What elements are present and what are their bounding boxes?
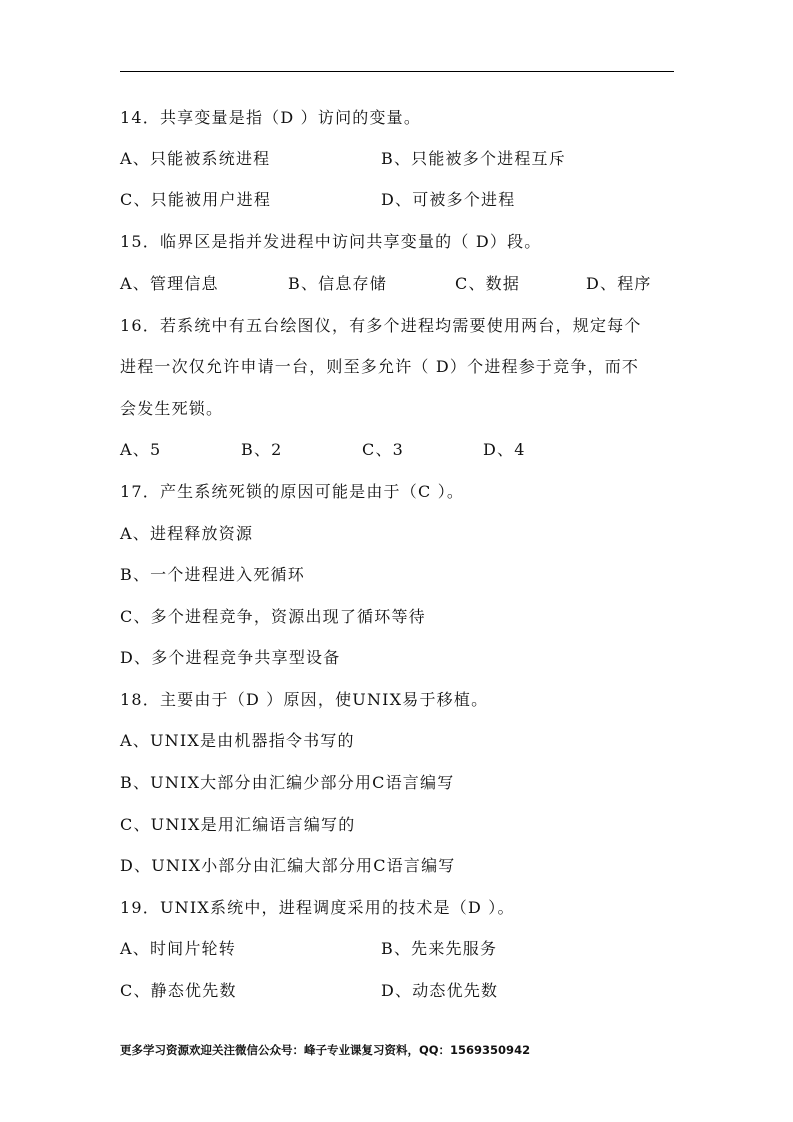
q18-option-a: A、UNIX是由机器指令书写的 — [120, 731, 355, 750]
header-rule — [120, 71, 674, 72]
q15-option-d: D、程序 — [586, 274, 652, 293]
q17-option-a: A、进程释放资源 — [120, 524, 254, 543]
q15-option-a: A、管理信息 — [120, 274, 219, 293]
q17-option-b: B、一个进程进入死循环 — [120, 565, 305, 584]
q17-option-d: D、多个进程竞争共享型设备 — [120, 648, 341, 667]
q14-option-b: B、只能被多个进程互斥 — [381, 149, 566, 168]
q16-option-c: C、3 — [362, 440, 405, 459]
question-14-stem: 14．共享变量是指（D ）访问的变量。 — [120, 108, 422, 127]
footer-note: 更多学习资源欢迎关注微信公众号：峰子专业课复习资料，QQ：1569350942 — [120, 1043, 531, 1057]
q19-option-b: B、先来先服务 — [381, 939, 498, 958]
question-16-stem-line3: 会发生死锁。 — [120, 399, 224, 418]
question-15-stem: 15．临界区是指并发进程中访问共享变量的（ D）段。 — [120, 232, 542, 251]
q19-option-d: D、动态优先数 — [381, 981, 499, 1000]
q14-option-a: A、只能被系统进程 — [120, 149, 271, 168]
q15-option-c: C、数据 — [455, 274, 521, 293]
q14-option-d: D、可被多个进程 — [381, 190, 516, 209]
question-16-stem-line1: 16．若系统中有五台绘图仪，有多个进程均需要使用两台，规定每个 — [120, 316, 642, 335]
q18-option-b: B、UNIX大部分由汇编少部分用C语言编写 — [120, 773, 455, 792]
q18-option-d: D、UNIX小部分由汇编大部分用C语言编写 — [120, 856, 456, 875]
q16-option-d: D、4 — [483, 440, 526, 459]
q17-option-c: C、多个进程竞争，资源出现了循环等待 — [120, 607, 426, 626]
q18-option-c: C、UNIX是用汇编语言编写的 — [120, 815, 356, 834]
question-17-stem: 17．产生系统死锁的原因可能是由于（C ）。 — [120, 482, 465, 501]
q15-option-b: B、信息存储 — [288, 274, 387, 293]
q16-option-b: B、2 — [241, 440, 283, 459]
q19-option-a: A、时间片轮转 — [120, 939, 236, 958]
question-19-stem: 19．UNIX系统中，进程调度采用的技术是（D ）。 — [120, 898, 515, 917]
question-16-stem-line2: 进程一次仅允许申请一台，则至多允许（ D）个进程参于竞争，而不 — [120, 357, 640, 376]
q14-option-c: C、只能被用户进程 — [120, 190, 272, 209]
q16-option-a: A、5 — [120, 440, 162, 459]
question-18-stem: 18．主要由于（D ）原因，使UNIX易于移植。 — [120, 690, 489, 709]
q19-option-c: C、静态优先数 — [120, 981, 237, 1000]
